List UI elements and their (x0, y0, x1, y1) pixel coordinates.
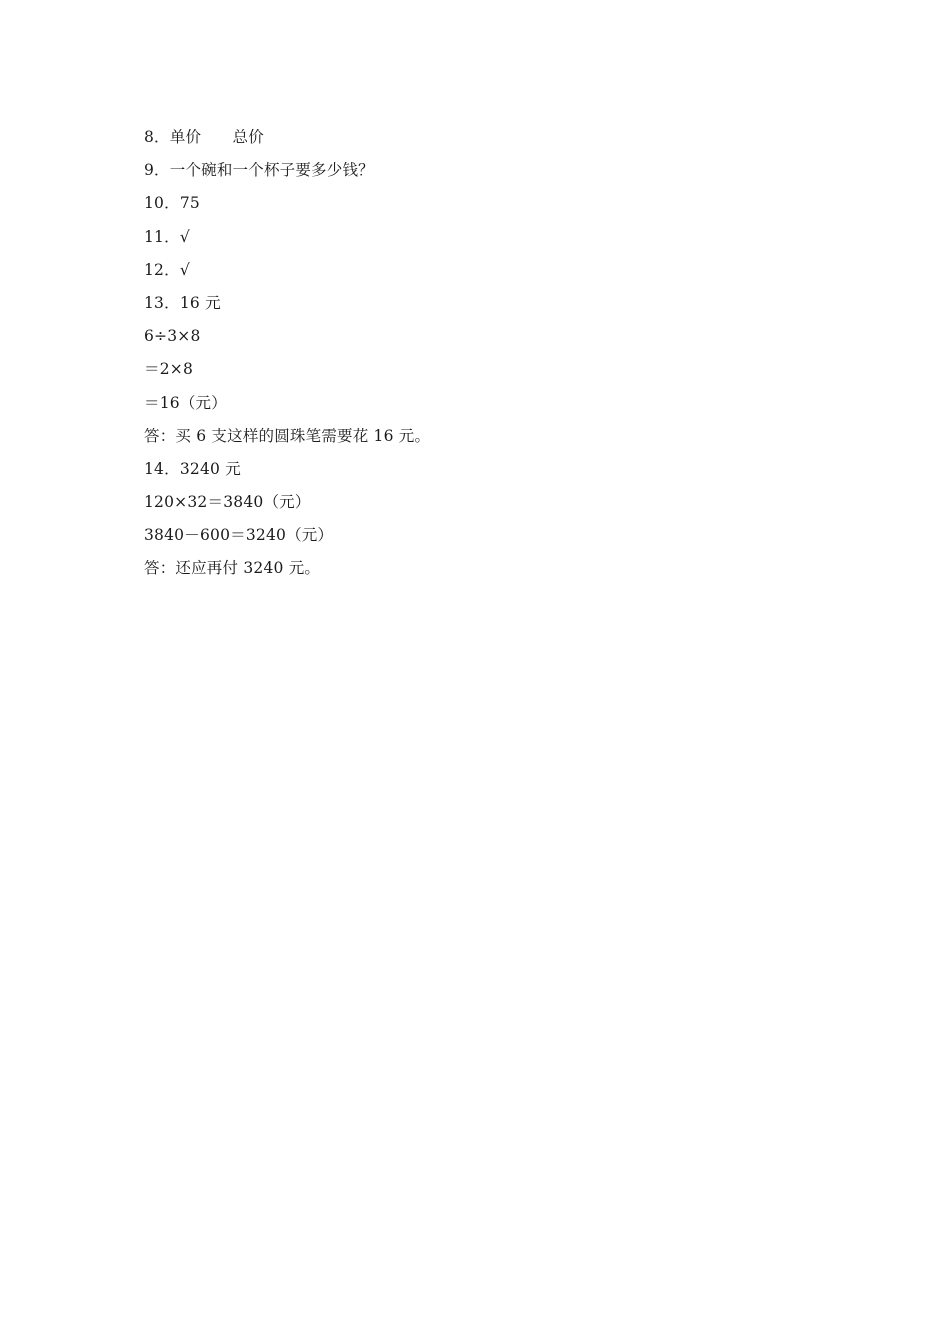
answer-13-step-2: ＝2×8 (144, 360, 194, 379)
answer-8: 8．单价 总价 (144, 128, 264, 146)
answer-13-conclusion: 答：买 6 支这样的圆珠笔需要花 16 元。 (144, 426, 431, 445)
answer-14-conclusion: 答：还应再付 3240 元。 (144, 559, 321, 578)
answer-9: 9．一个碗和一个杯子要多少钱？ (144, 161, 374, 180)
answer-14-step-2: 3840－600＝3240（元） (144, 526, 334, 545)
answer-13: 13．16 元 (144, 293, 221, 312)
answer-10: 10．75 (144, 194, 200, 213)
answer-13-step-3: ＝16（元） (144, 393, 227, 412)
answer-14-step-1: 120×32＝3840（元） (144, 493, 311, 512)
answer-12: 12．√ (144, 260, 190, 279)
answer-key-content (144, 124, 804, 589)
answer-11: 11．√ (144, 227, 190, 246)
answer-14: 14．3240 元 (144, 459, 241, 478)
answer-13-step-1: 6÷3×8 (144, 327, 201, 346)
